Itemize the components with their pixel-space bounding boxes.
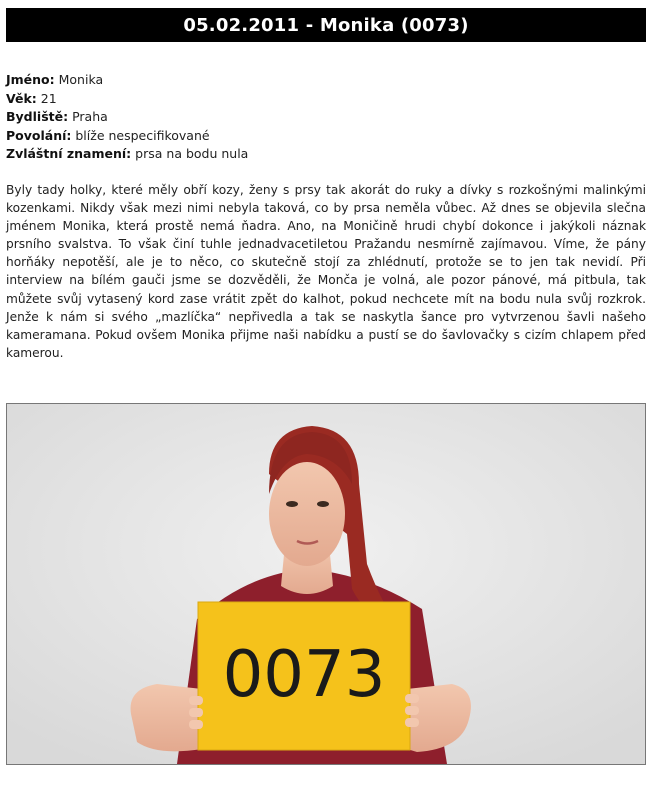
photo-illustration xyxy=(7,404,645,764)
profile-occupation-row xyxy=(6,127,646,146)
profile-name-row xyxy=(6,71,646,90)
profile-info xyxy=(6,71,646,164)
sign-number: 0073 xyxy=(222,638,386,712)
left-hand xyxy=(131,684,202,751)
left-finger xyxy=(189,708,203,717)
special-value: prsa na bodu nula xyxy=(135,146,249,161)
name-value: Monika xyxy=(58,72,104,87)
page-title: 05.02.2011 - Monika (0073) xyxy=(6,8,646,42)
residence-value: Praha xyxy=(72,109,108,124)
left-eye xyxy=(286,501,298,507)
profile-special-row xyxy=(6,145,646,164)
age-label: Věk: xyxy=(6,90,37,106)
model-photo xyxy=(6,403,646,765)
profile-residence-row xyxy=(6,108,646,127)
name-label: Jméno: xyxy=(6,72,55,87)
occupation-value: blíže nespecifikované xyxy=(75,127,210,143)
special-label: Zvláštní znamení: xyxy=(6,146,132,161)
right-finger xyxy=(405,718,419,727)
story-text: Byly tady holky, které měly obří kozy, ženy s prsy tak akorát do ruky a dívky s rozkošnými malinkými kozenkami. Nikdy však mezi nimi nebyla taková, co by prsa neměla vůbec. Až dnes se objevila slečna jménem Monika, která prostě nemá ňadra. Ano, na Moničině hrudi chybí dokonce i jakýkoli náznak prsního svalstva. To však činí tuhle jednadvacetiletou Pražandu nesmírně zajímavou. Víme, že pány horňáky nepotěší, ale je to něco, co skutečně stojí za zhlédnutí, protože se to jen tak nevidí. Při interview na bílém gauči jsme se dozvěděli, že Monča je volná, ale pozor pánové, má pitbula, tak můžete svůj vytasený kord zase vrátit zpět do kalhot, pokud nechcete mít na bodu nula svůj rozkrok. Jenže k nám si svého „mazlíčka“ nepřivedla a tak se naskytla šance pro vytvrzenou šavli našeho kameramana. Pokud ovšem Monika přijme naši nabídku a pustí se do šavlovačky s cizím chlapem před kamerou. xyxy=(6,183,646,360)
residence-label: Bydliště: xyxy=(6,109,69,124)
age-value: 21 xyxy=(40,90,57,106)
right-eye xyxy=(317,501,329,507)
right-finger xyxy=(405,706,419,715)
right-finger xyxy=(405,694,419,703)
occupation-label: Povolání: xyxy=(6,127,72,143)
left-finger xyxy=(189,720,203,729)
left-finger xyxy=(189,696,203,705)
face-shape xyxy=(269,462,345,566)
profile-age-row xyxy=(6,90,646,109)
